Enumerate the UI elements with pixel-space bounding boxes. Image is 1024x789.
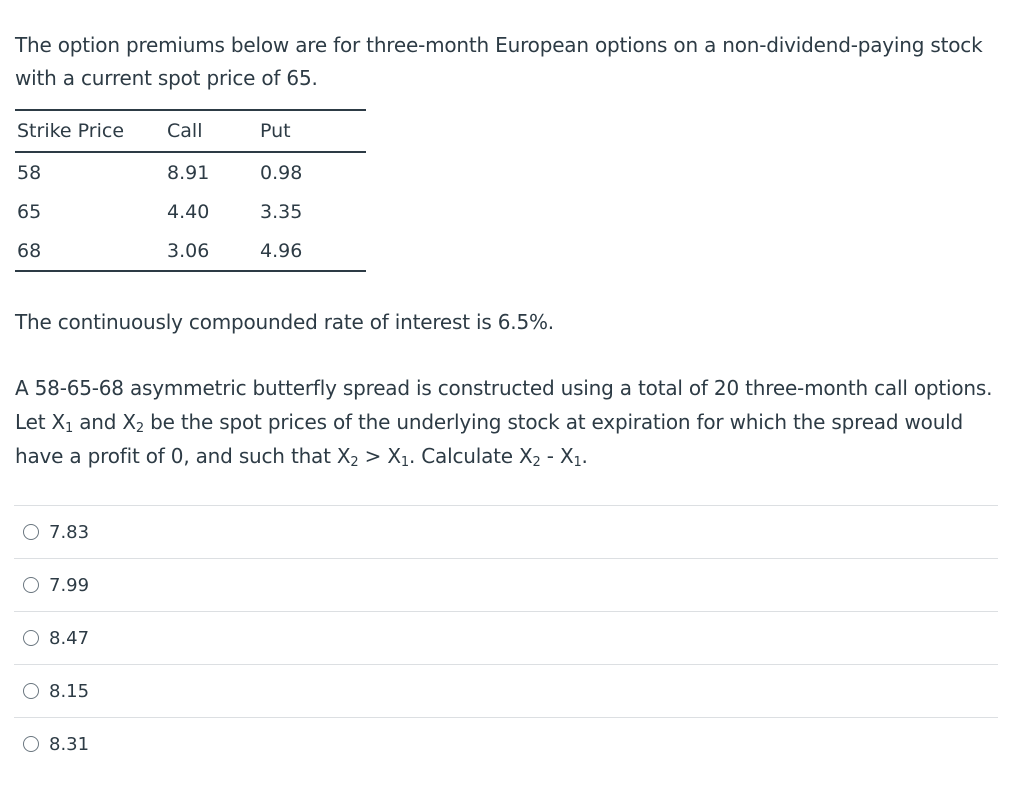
- table-row: [15, 152, 366, 192]
- answer-label: 7.83: [49, 521, 90, 543]
- table-header-row: [15, 110, 366, 152]
- prompt-text: . Calculate X: [408, 444, 533, 468]
- subscript: 1: [65, 421, 74, 436]
- table-row: [15, 231, 366, 271]
- radio-button[interactable]: [23, 630, 39, 646]
- question-prompt: [15, 371, 1005, 473]
- answer-label: 8.47: [49, 627, 90, 649]
- subscript: 2: [532, 455, 541, 470]
- call-cell: 4.40: [167, 200, 210, 223]
- call-cell: 8.91: [167, 161, 210, 184]
- prompt-text: A 58-65-68 asymmetric butterfly spread is constructed using a total of 20 three-month call options. Let X: [15, 376, 993, 434]
- prompt-text: be the spot prices of the underlying stock at expiration for which the spread would have a profit of 0, and such that X: [15, 410, 964, 468]
- put-cell: 3.35: [260, 200, 303, 223]
- prompt-text: .: [581, 444, 588, 468]
- call-cell: 3.06: [167, 239, 210, 262]
- radio-button[interactable]: [23, 577, 39, 593]
- prompt-text: - X: [540, 444, 574, 468]
- answer-option[interactable]: [14, 506, 998, 559]
- subscript: 1: [573, 455, 582, 470]
- answer-option[interactable]: [14, 718, 998, 770]
- answer-label: 8.31: [49, 733, 90, 755]
- strike-cell: 58: [17, 161, 42, 184]
- answer-label: 8.15: [49, 680, 90, 702]
- answer-label: 7.99: [49, 574, 90, 596]
- subscript: 2: [135, 421, 144, 436]
- strike-cell: 68: [17, 239, 42, 262]
- put-cell: 4.96: [260, 239, 303, 262]
- answer-option[interactable]: [14, 665, 998, 718]
- radio-button[interactable]: [23, 683, 39, 699]
- header-put: Put: [260, 120, 291, 142]
- answer-option[interactable]: [14, 612, 998, 665]
- subscript: 1: [400, 455, 409, 470]
- radio-button[interactable]: [23, 736, 39, 752]
- header-strike-price: Strike Price: [17, 120, 125, 142]
- answer-list: [14, 505, 998, 770]
- subscript: 2: [350, 455, 359, 470]
- answer-option[interactable]: [14, 559, 998, 612]
- prompt-text: > X: [358, 444, 401, 468]
- radio-button[interactable]: [23, 524, 39, 540]
- option-premium-table: [15, 109, 366, 272]
- strike-cell: 65: [17, 200, 42, 223]
- prompt-text: and X: [73, 410, 136, 434]
- interest-rate-text: The continuously compounded rate of interest is 6.5%.: [15, 310, 554, 334]
- header-call: Call: [167, 120, 203, 142]
- put-cell: 0.98: [260, 161, 303, 184]
- question-intro: The option premiums below are for three-month European options on a non-dividend-paying stock with a current spot price of 65.: [15, 33, 983, 90]
- table-row: [15, 192, 366, 231]
